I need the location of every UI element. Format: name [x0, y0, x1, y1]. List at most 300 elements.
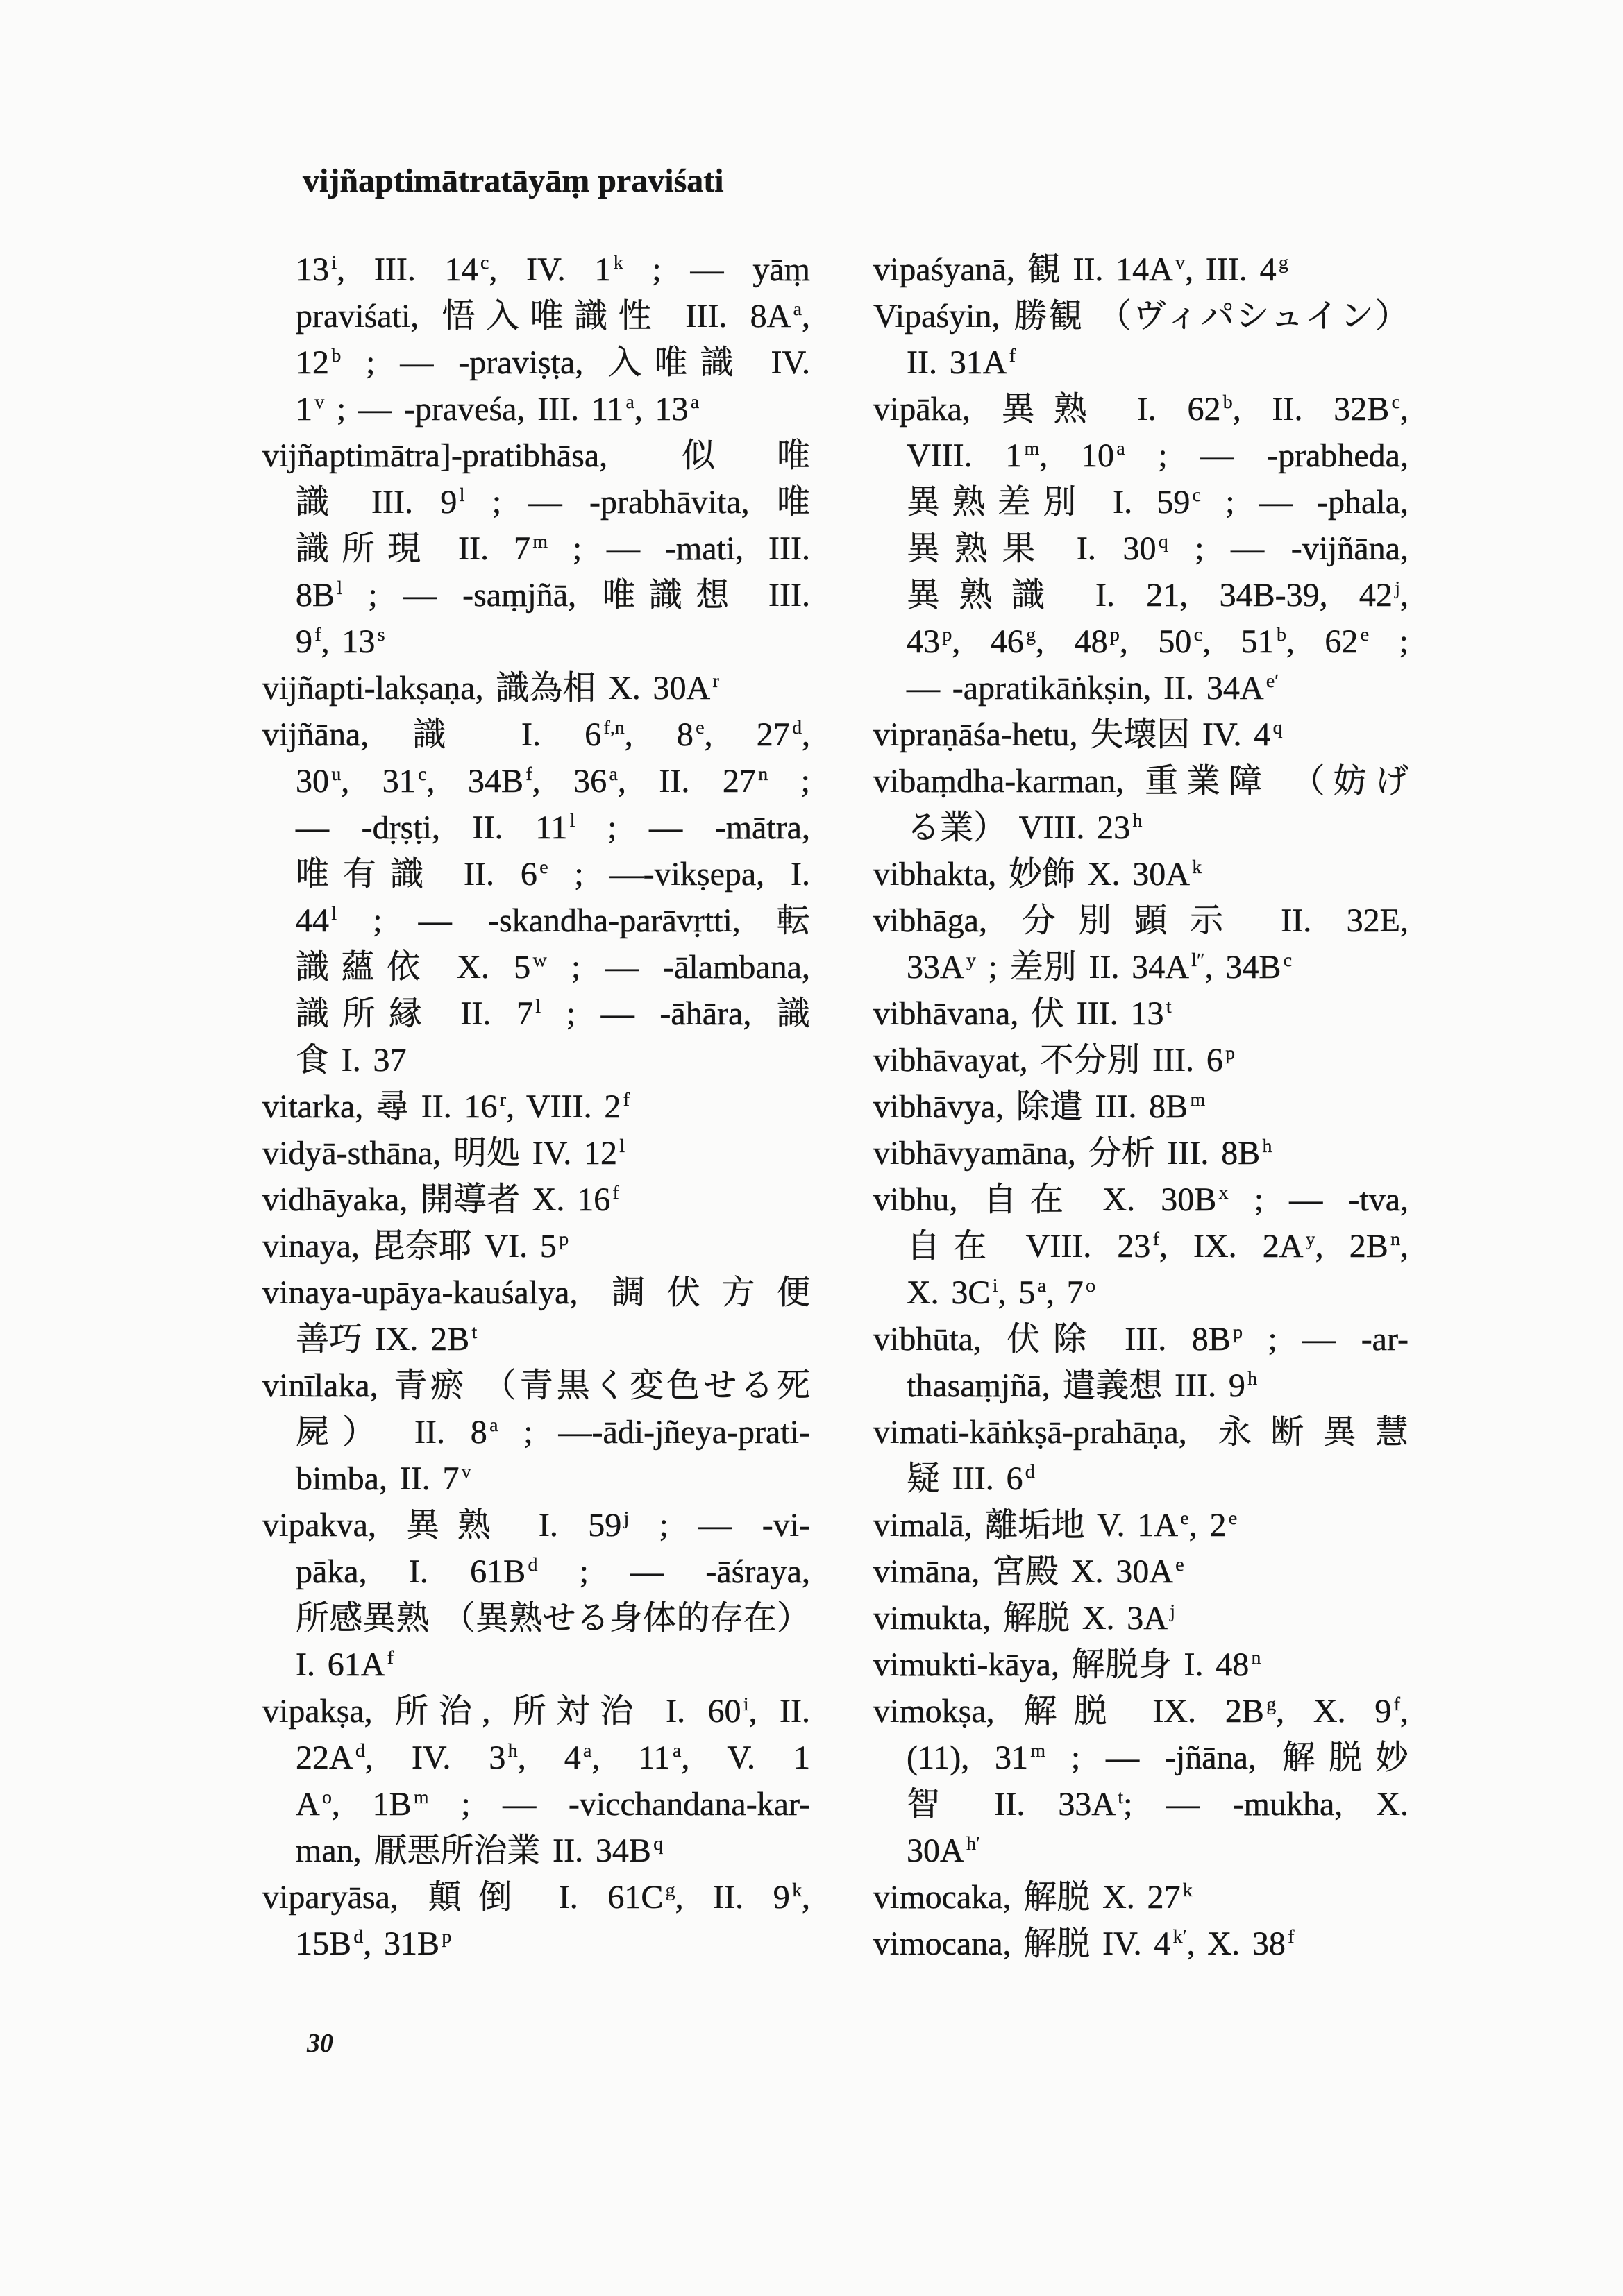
index-text: , V. 1 — [681, 1739, 810, 1776]
index-line — [262, 1827, 810, 1874]
index-line — [873, 1827, 1408, 1874]
reference-superscript: k — [1182, 1879, 1193, 1901]
index-entry — [262, 1269, 810, 1362]
index-entry — [873, 1595, 1408, 1641]
index-line — [873, 1362, 1408, 1409]
index-line — [873, 758, 1408, 804]
index-text: , 51 — [1202, 623, 1275, 660]
index-text: vimukti-kāya, 解脱身 I. 48 — [873, 1646, 1250, 1683]
index-line — [262, 1502, 810, 1548]
reference-superscript: k — [1192, 856, 1202, 878]
reference-superscript: l — [619, 1135, 625, 1157]
index-line — [262, 1734, 810, 1781]
index-line — [873, 1502, 1408, 1548]
index-entry — [873, 897, 1408, 990]
index-line — [262, 665, 810, 711]
index-text: ; — -praviṣṭa, 入唯識 IV. — [341, 344, 810, 381]
index-text: vibhāvayat, 不分別 III. 6 — [873, 1042, 1223, 1079]
index-line — [873, 1734, 1408, 1781]
index-line — [873, 1037, 1408, 1083]
index-entry — [873, 851, 1408, 897]
reference-superscript: a — [793, 298, 802, 320]
index-text: vinaya-upāya-kauśalya, 調伏方便 — [262, 1274, 810, 1311]
index-line — [262, 1548, 810, 1595]
index-text: vibhāvana, 伏 III. 13 — [873, 995, 1164, 1032]
reference-superscript: e — [539, 856, 548, 878]
index-text: ; — -mukha, X. — [1123, 1786, 1408, 1823]
index-text: vijñāna, 識 I. 6 — [262, 716, 602, 753]
reference-superscript: a — [625, 391, 634, 413]
index-text: vidhāyaka, 開導者 X. 16 — [262, 1181, 611, 1218]
index-text: ; — -saṃjñā, 唯識想 III. — [342, 577, 810, 614]
reference-superscript: m — [532, 530, 548, 552]
reference-superscript: b — [1276, 623, 1286, 645]
index-line — [262, 525, 810, 572]
reference-superscript: k′ — [1172, 1925, 1187, 1948]
index-entry — [873, 293, 1408, 386]
index-line — [262, 1037, 810, 1083]
index-line — [873, 990, 1408, 1037]
reference-superscript: c — [1391, 391, 1400, 413]
reference-superscript: d — [355, 1739, 365, 1762]
index-text: ; — -praveśa, III. 11 — [324, 391, 624, 428]
reference-superscript: l — [535, 995, 541, 1018]
index-line — [262, 1409, 810, 1455]
index-line — [873, 1176, 1408, 1223]
reference-superscript: h′ — [966, 1832, 981, 1855]
index-text: , 34B — [1204, 949, 1281, 986]
index-text: A — [296, 1786, 320, 1823]
reference-superscript: c — [1192, 484, 1202, 506]
index-text: , VIII. 2 — [506, 1088, 621, 1125]
index-text: , 50 — [1119, 623, 1192, 660]
index-text: viparyāsa, 顛倒 I. 61C — [262, 1879, 664, 1916]
index-line — [262, 1316, 810, 1362]
index-line — [873, 1548, 1408, 1595]
reference-superscript: c — [1283, 949, 1293, 971]
index-text: ; — -prabhāvita, 唯 — [464, 484, 810, 521]
index-text: vipāka, 異熟 I. 62 — [873, 391, 1221, 428]
reference-superscript: e′ — [1265, 670, 1279, 692]
reference-superscript: b — [331, 344, 342, 366]
index-text: ; — [768, 763, 810, 800]
reference-superscript: b — [1222, 391, 1233, 413]
reference-superscript: k — [613, 251, 623, 273]
index-text: vinaya, 毘奈耶 VI. 5 — [262, 1228, 557, 1265]
index-text: ; — [1369, 623, 1408, 660]
reference-superscript: j — [1170, 1600, 1175, 1622]
reference-superscript: y — [966, 949, 976, 971]
reference-superscript: p — [442, 1925, 452, 1948]
reference-superscript: f — [1288, 1925, 1295, 1948]
reference-superscript: x — [1218, 1181, 1229, 1204]
index-line — [262, 851, 810, 897]
reference-superscript: s — [377, 623, 385, 645]
reference-superscript: p — [1225, 1042, 1236, 1064]
index-text: vimokṣa, 解脱 IX. 2B — [873, 1693, 1264, 1730]
index-line — [873, 1223, 1408, 1269]
reference-superscript: j — [1395, 577, 1400, 599]
reference-superscript: v — [314, 391, 325, 413]
index-text: ; — -prabheda, — [1125, 437, 1408, 474]
index-line — [873, 1083, 1408, 1130]
index-line — [262, 293, 810, 339]
index-text: , 7 — [1045, 1274, 1084, 1311]
reference-superscript: f — [1393, 1693, 1401, 1715]
index-text: , 34B — [426, 763, 524, 800]
reference-superscript: l — [569, 809, 575, 832]
reference-superscript: t — [471, 1321, 478, 1343]
index-text: vinīlaka, 青瘀 （青黒く変色せる死 — [262, 1367, 810, 1404]
index-entry — [873, 1502, 1408, 1548]
reference-superscript: e — [1180, 1507, 1189, 1529]
index-text: , — [1400, 1228, 1409, 1265]
index-entry — [262, 1223, 810, 1269]
index-line — [873, 665, 1408, 711]
index-text: , II. 9 — [675, 1879, 790, 1916]
index-entry — [873, 1083, 1408, 1130]
reference-superscript: a — [672, 1739, 682, 1762]
index-line — [873, 851, 1408, 897]
index-line — [873, 944, 1408, 990]
index-text: , 5 — [998, 1274, 1036, 1311]
index-line — [262, 1781, 810, 1827]
index-text: 識 III. 9 — [296, 484, 457, 521]
index-text: , 2 — [1188, 1507, 1227, 1544]
reference-superscript: d — [528, 1553, 538, 1576]
index-text: vipraṇāśa-hetu, 失壊因 IV. 4 — [873, 716, 1271, 753]
reference-superscript: a — [489, 1414, 498, 1436]
index-text: 13 — [296, 251, 329, 288]
index-line — [873, 804, 1408, 851]
index-line — [262, 1130, 810, 1176]
index-text: 異熟差別 I. 59 — [907, 484, 1191, 521]
index-text: , 31B — [363, 1925, 440, 1962]
reference-superscript: o — [322, 1786, 332, 1808]
reference-superscript: f — [1009, 344, 1016, 366]
reference-superscript: e — [1228, 1507, 1238, 1529]
index-line — [262, 1269, 810, 1316]
index-text: , X. 38 — [1186, 1925, 1286, 1962]
reference-superscript: g — [1026, 623, 1036, 645]
index-text: 1 — [296, 391, 312, 428]
index-line — [873, 1781, 1408, 1827]
index-text: I. 61A — [296, 1646, 385, 1683]
index-text: 12 — [296, 344, 329, 381]
index-text: ; — -jñāna, 解脱妙 — [1045, 1739, 1408, 1776]
reference-superscript: t — [1166, 995, 1172, 1018]
reference-superscript: a — [1037, 1274, 1046, 1297]
reference-superscript: g — [1278, 251, 1288, 273]
index-entry — [873, 1641, 1408, 1688]
index-entry — [873, 1874, 1408, 1921]
index-text: vimocana, 解脱 IV. 4 — [873, 1925, 1171, 1962]
index-text: , 11 — [591, 1739, 671, 1776]
reference-superscript: f,n — [603, 716, 625, 738]
reference-superscript: i — [743, 1693, 749, 1715]
index-text: 異熟識 I. 21, 34B-39, 42 — [907, 577, 1393, 614]
index-text: bimba, II. 7 — [296, 1460, 460, 1497]
index-text: , — [802, 298, 810, 335]
index-line — [262, 572, 810, 618]
reference-superscript: a — [1116, 437, 1125, 459]
reference-superscript: e — [696, 716, 705, 738]
index-line — [873, 1641, 1408, 1688]
reference-superscript: t — [1118, 1786, 1124, 1808]
reference-superscript: y — [1305, 1228, 1315, 1250]
index-text: 智 II. 33A — [907, 1786, 1116, 1823]
reference-superscript: e — [1175, 1553, 1184, 1576]
index-text: ; —-vikṣepa, I. — [548, 856, 810, 893]
index-text: , — [1400, 577, 1408, 614]
index-entry — [873, 990, 1408, 1037]
reference-superscript: h — [1262, 1135, 1272, 1157]
index-line — [262, 1223, 810, 1269]
reference-superscript: l — [331, 902, 337, 925]
reference-superscript: o — [1086, 1274, 1095, 1297]
index-line — [873, 1455, 1408, 1502]
index-text: , II. — [748, 1693, 810, 1730]
reference-superscript: p — [1109, 623, 1120, 645]
index-text: , 10 — [1039, 437, 1114, 474]
index-text: 唯有識 II. 6 — [296, 856, 537, 893]
index-line — [873, 1688, 1408, 1734]
index-text: 識所縁 II. 7 — [296, 995, 534, 1032]
index-entry — [262, 1130, 810, 1176]
index-entry — [873, 1316, 1408, 1409]
index-text: 異熟果 I. 30 — [907, 530, 1157, 567]
index-text: vimalā, 離垢地 V. 1A — [873, 1507, 1179, 1544]
index-entry — [873, 1037, 1408, 1083]
index-text: vipakva, 異熟 I. 59 — [262, 1507, 622, 1544]
reference-superscript: d — [792, 716, 802, 738]
index-text: 22A — [296, 1739, 353, 1776]
index-text: , IV. 1 — [489, 251, 612, 288]
index-text: vijñaptimātra]-pratibhāsa, 似唯 — [262, 437, 810, 474]
index-text: vimocaka, 解脱 X. 27 — [873, 1879, 1181, 1916]
index-text: , X. 9 — [1276, 1693, 1392, 1730]
reference-superscript: c — [418, 763, 427, 785]
reference-superscript: p — [942, 623, 952, 645]
index-text: praviśati, 悟入唯識性 III. 8A — [296, 298, 791, 335]
reference-superscript: l — [337, 577, 343, 599]
reference-superscript: r — [712, 670, 719, 692]
index-line — [262, 1595, 810, 1641]
index-text: 30 — [296, 763, 329, 800]
index-line — [262, 804, 810, 851]
index-text: ; — -ālambana, — [546, 949, 810, 986]
index-text: , 4 — [517, 1739, 581, 1776]
index-text: 9 — [296, 623, 312, 660]
index-line — [262, 386, 810, 432]
index-text: 識所現 II. 7 — [296, 530, 530, 567]
reference-superscript: v — [461, 1460, 471, 1483]
index-line — [873, 293, 1408, 339]
index-text: vimati-kāṅkṣā-prahāṇa, 永断異慧 — [873, 1414, 1408, 1451]
reference-superscript: f — [612, 1181, 619, 1204]
index-text: , 13 — [321, 623, 376, 660]
index-text: ; — -vicchandana-kar- — [428, 1786, 810, 1823]
index-text: , 31 — [341, 763, 416, 800]
reference-superscript: c — [1193, 623, 1203, 645]
index-entry — [262, 1362, 810, 1502]
index-text: 15B — [296, 1925, 352, 1962]
index-entry — [262, 711, 810, 1083]
index-line — [873, 572, 1408, 618]
reference-superscript: m — [1024, 437, 1040, 459]
index-text: vibhāvya, 除遣 III. 8B — [873, 1088, 1188, 1125]
index-entry — [262, 1176, 810, 1223]
index-text: 疑 III. 6 — [907, 1460, 1023, 1497]
index-line — [873, 1130, 1408, 1176]
reference-superscript: f — [314, 623, 321, 645]
reference-superscript: w — [532, 949, 547, 971]
reference-superscript: j — [623, 1507, 630, 1529]
index-line — [262, 1083, 810, 1130]
index-line — [262, 1455, 810, 1502]
index-text: ; — -āhāra, 識 — [541, 995, 810, 1032]
reference-superscript: f — [525, 763, 532, 785]
index-entry — [873, 1409, 1408, 1502]
index-text: vitarka, 尋 II. 16 — [262, 1088, 498, 1125]
index-line — [873, 386, 1408, 432]
reference-superscript: m — [1190, 1088, 1206, 1111]
reference-superscript: l″ — [1191, 949, 1205, 971]
reference-superscript: k — [792, 1879, 802, 1901]
index-text: 屍） II. 8 — [296, 1414, 487, 1451]
reference-superscript: i — [992, 1274, 998, 1297]
index-text: 44 — [296, 902, 329, 939]
index-text: 43 — [907, 623, 940, 660]
reference-superscript: i — [331, 251, 337, 273]
reference-superscript: g — [665, 1879, 675, 1901]
index-entry — [873, 246, 1408, 293]
index-text: ; — -āśraya, — [537, 1553, 810, 1590]
index-text: , — [1400, 391, 1408, 428]
index-line — [262, 1874, 810, 1921]
index-text: , 27 — [704, 716, 790, 753]
index-line — [262, 1176, 810, 1223]
index-text: ; — -skandha-parāvṛtti, 転 — [337, 902, 810, 939]
index-text: 所感異熟 （異熟せる身体的存在） — [296, 1600, 810, 1637]
index-text: vidyā-sthāna, 明処 IV. 12 — [262, 1135, 617, 1172]
index-text: X. 3C — [907, 1274, 991, 1311]
reference-superscript: q — [1158, 530, 1168, 552]
index-text: , III. 14 — [337, 251, 478, 288]
index-entry — [262, 1502, 810, 1688]
index-text: , IV. 3 — [364, 1739, 506, 1776]
index-line — [262, 711, 810, 758]
continued-entry — [262, 246, 810, 432]
index-text: , II. 27 — [617, 763, 756, 800]
index-text: 8B — [296, 577, 335, 614]
reference-superscript: l — [459, 484, 465, 506]
reference-superscript: n — [758, 763, 768, 785]
index-text: , — [1400, 1693, 1409, 1730]
reference-superscript: p — [559, 1228, 569, 1250]
index-text: , — [802, 716, 811, 753]
index-text: ; —-ādi-jñeya-prati- — [498, 1414, 810, 1451]
index-line — [873, 618, 1408, 665]
index-text: , IX. 2A — [1159, 1228, 1304, 1265]
index-text: II. 31A — [907, 344, 1007, 381]
index-text: Vipaśyin, 勝観 （ヴィパシュイン） — [873, 298, 1408, 335]
reference-superscript: d — [353, 1925, 364, 1948]
index-line — [262, 618, 810, 665]
index-text: ; — -tva, — [1228, 1181, 1409, 1218]
reference-superscript: a — [609, 763, 618, 785]
reference-superscript: u — [331, 763, 342, 785]
index-text: る業） VIII. 23 — [907, 809, 1131, 846]
index-text: vibhāvyamāna, 分析 III. 8B — [873, 1135, 1261, 1172]
index-entry — [873, 386, 1408, 711]
reference-superscript: c — [480, 251, 489, 273]
index-text: ; — yāṃ — [623, 251, 810, 288]
index-line — [262, 1641, 810, 1688]
index-text: vijñapti-lakṣaṇa, 識為相 X. 30A — [262, 670, 711, 707]
index-line — [262, 246, 810, 293]
reference-superscript: h — [1132, 809, 1143, 832]
reference-superscript: q — [1272, 716, 1283, 738]
reference-superscript: m — [413, 1786, 429, 1808]
index-entry — [262, 1083, 810, 1130]
index-text: 30A — [907, 1832, 964, 1869]
index-text: , 62 — [1286, 623, 1359, 660]
index-text: , 8 — [624, 716, 693, 753]
index-line — [873, 1409, 1408, 1455]
index-line — [262, 758, 810, 804]
reference-superscript: q — [653, 1832, 664, 1855]
index-text: vipakṣa, 所治, 所対治 I. 60 — [262, 1693, 741, 1730]
index-line — [262, 1921, 810, 1967]
index-text: , 2B — [1315, 1228, 1388, 1265]
index-text: vibaṃdha-karman, 重業障 （妨げ — [873, 763, 1408, 800]
index-line — [873, 525, 1408, 572]
left-index-column — [262, 246, 810, 1967]
index-text: 自在 VIII. 23 — [907, 1228, 1151, 1265]
index-entry — [873, 1921, 1408, 1967]
index-entry — [873, 1688, 1408, 1874]
reference-superscript: n — [1390, 1228, 1401, 1250]
index-line — [873, 246, 1408, 293]
index-text: — -dṛṣṭi, II. 11 — [296, 809, 568, 846]
index-line — [262, 990, 810, 1037]
index-text: man, 厭悪所治業 II. 34B — [296, 1832, 651, 1869]
index-text: vimukta, 解脱 X. 3A — [873, 1600, 1168, 1637]
index-text: , 13 — [634, 391, 689, 428]
index-line — [262, 1362, 810, 1409]
reference-superscript: a — [690, 391, 700, 413]
index-entry — [262, 665, 810, 711]
reference-superscript: m — [1030, 1739, 1046, 1762]
index-text: vibhu, 自在 X. 30B — [873, 1181, 1217, 1218]
index-line — [262, 944, 810, 990]
index-text: ; — -ar- — [1242, 1321, 1408, 1358]
reference-superscript: h — [1247, 1367, 1258, 1390]
index-text: (11), 31 — [907, 1739, 1029, 1776]
index-line — [873, 479, 1408, 525]
index-text: VIII. 1 — [907, 437, 1023, 474]
index-line — [873, 1269, 1408, 1316]
index-line — [262, 432, 810, 479]
index-text: 33A — [907, 949, 964, 986]
page-number: 30 — [307, 2029, 333, 2058]
index-text: , — [802, 1879, 810, 1916]
reference-superscript: f — [623, 1088, 630, 1111]
reference-superscript: p — [1233, 1321, 1243, 1343]
index-text: ; — -mati, III. — [547, 530, 810, 567]
index-text: 識蘊依 X. 5 — [296, 949, 531, 986]
